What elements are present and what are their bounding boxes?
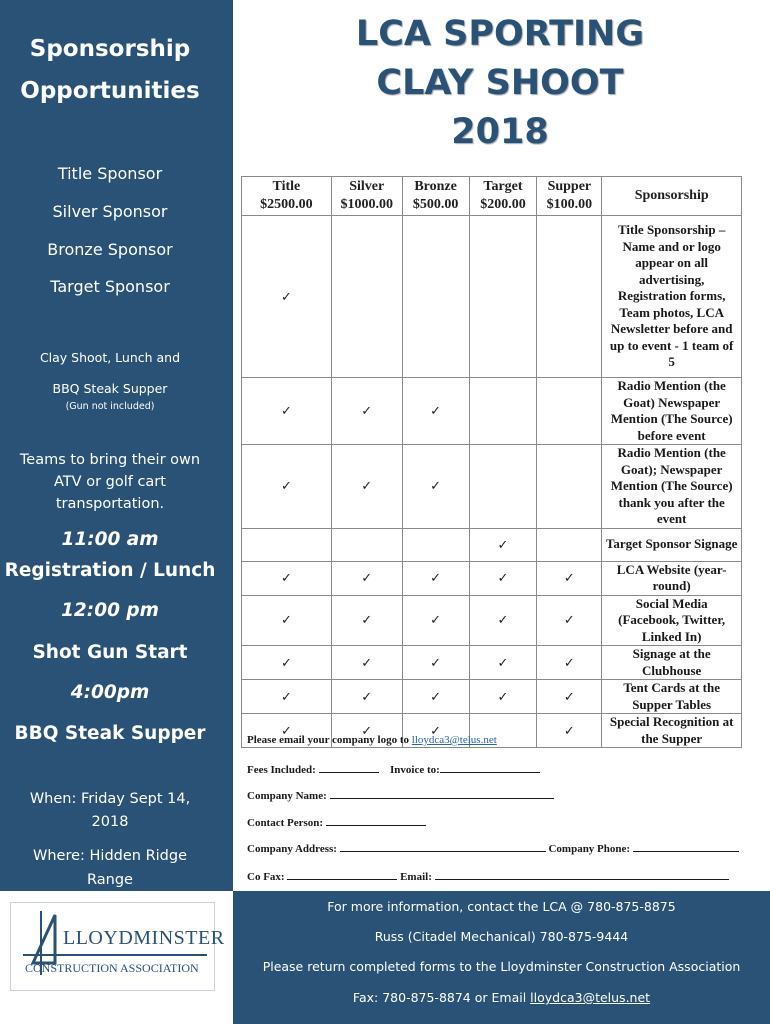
email-link[interactable]: lloydca3@telus.net: [411, 734, 497, 746]
check-cell-supper: [537, 445, 602, 529]
table-row: [242, 528, 742, 561]
teams-line2: ATV or golf cart: [54, 474, 166, 490]
fees-field[interactable]: [319, 764, 379, 773]
when-line1: When: Friday Sept 14,: [29, 791, 191, 807]
check-cell-target: [469, 680, 537, 714]
check-mark-icon: ✓: [361, 478, 373, 494]
col-header-target: Target $200.00: [469, 177, 537, 216]
form-email-field[interactable]: [435, 871, 729, 880]
check-cell-bronze: [402, 680, 469, 714]
sponsor-title-item: Title Sponsor: [57, 164, 163, 183]
logo-text-line1: LLOYDMINSTER: [63, 927, 225, 949]
check-mark-icon: ✓: [361, 612, 373, 628]
check-cell-title: [242, 378, 332, 445]
check-cell-silver: [331, 561, 402, 595]
col-header-silver: Silver $1000.00: [331, 177, 402, 216]
address-field[interactable]: [340, 843, 546, 852]
address-row: [247, 843, 739, 855]
check-mark-icon: ✓: [280, 688, 292, 704]
check-cell-supper: [537, 378, 602, 445]
footer: [233, 891, 770, 1024]
form-email-label: Email:: [400, 871, 432, 883]
check-cell-silver: [331, 528, 402, 561]
check-cell-bronze: [402, 561, 469, 595]
check-cell-supper: [537, 216, 602, 378]
table-row: [242, 646, 742, 680]
benefit-description: Radio Mention (the Goat); Newspaper Mention (The Source) thank you after the event: [602, 445, 742, 529]
check-cell-supper: [537, 595, 602, 646]
col-header-supper: Supper $100.00: [537, 177, 602, 216]
check-mark-icon: ✓: [563, 570, 575, 585]
event-title-year: 2018: [451, 112, 549, 152]
schedule-time-1: 11:00 am: [61, 529, 159, 550]
company-name-row: [247, 790, 554, 802]
when-line2: 2018: [91, 814, 129, 830]
event-title-line2: CLAY SHOOT: [376, 63, 624, 103]
check-mark-icon: ✓: [280, 478, 292, 494]
check-mark-icon: ✓: [280, 288, 292, 304]
contact-row: [247, 817, 426, 829]
sponsor-target-item: Target Sponsor: [50, 277, 170, 296]
includes-note: (Gun not included): [65, 401, 155, 412]
check-mark-icon: ✓: [430, 478, 442, 494]
company-name-field[interactable]: [330, 790, 554, 799]
check-mark-icon: ✓: [280, 722, 292, 738]
check-mark-icon: ✓: [430, 403, 442, 418]
contact-label: Contact Person:: [247, 817, 324, 829]
check-mark-icon: ✓: [497, 536, 509, 552]
benefit-description: Target Sponsor Signage: [602, 528, 742, 561]
check-mark-icon: ✓: [563, 612, 575, 628]
teams-line3: transportation.: [55, 496, 165, 512]
sponsor-bronze-item: Bronze Sponsor: [47, 240, 173, 259]
check-cell-supper: [537, 561, 602, 595]
check-cell-silver: [331, 595, 402, 646]
schedule-time-3: 4:00pm: [70, 682, 150, 703]
benefit-description: Tent Cards at the Supper Tables: [602, 680, 742, 714]
company-name-label: Company Name:: [247, 790, 327, 802]
check-mark-icon: ✓: [430, 688, 442, 704]
schedule-event-3: BBQ Steak Supper: [14, 723, 206, 744]
where-line1: Where: Hidden Ridge: [33, 848, 187, 864]
table-header-row: [242, 177, 742, 216]
includes-line2: BBQ Steak Supper: [52, 381, 168, 396]
where-line2: Range: [87, 872, 133, 888]
col-header-title: Title $2500.00: [242, 177, 332, 216]
footer-fax-text: Fax: 780-875-8874 or Email: [352, 990, 527, 1005]
check-cell-silver: [331, 216, 402, 378]
benefit-description: Social Media (Facebook, Twitter, Linked In): [602, 595, 742, 646]
benefit-description: Signage at the Clubhouse: [602, 646, 742, 680]
table-row: [242, 680, 742, 714]
address-label: Company Address:: [247, 843, 337, 855]
check-cell-title: [242, 595, 332, 646]
check-mark-icon: ✓: [280, 570, 292, 585]
check-cell-target: [469, 646, 537, 680]
fax-field[interactable]: [287, 871, 397, 880]
table-row: [242, 595, 742, 646]
fax-row: [247, 871, 729, 883]
benefit-description: Special Recognition at the Supper: [602, 714, 742, 748]
table-row: [242, 561, 742, 595]
check-cell-silver: [331, 680, 402, 714]
check-cell-supper: [537, 646, 602, 680]
check-cell-supper: [537, 680, 602, 714]
check-cell-title: [242, 528, 332, 561]
phone-field[interactable]: [633, 843, 739, 852]
sponsor-silver-item: Silver Sponsor: [52, 202, 168, 221]
check-cell-supper: [537, 528, 602, 561]
table-body: [242, 216, 742, 748]
check-cell-bronze: [402, 595, 469, 646]
footer-line1: For more information, contact the LCA @ 780-875-8875: [327, 899, 676, 914]
check-cell-target: [469, 561, 537, 595]
check-cell-bronze: [402, 646, 469, 680]
col-header-sponsorship: Sponsorship: [602, 177, 742, 216]
sidebar: [0, 0, 233, 891]
invoice-field[interactable]: [440, 764, 540, 773]
check-cell-bronze: [402, 378, 469, 445]
fax-label: Co Fax:: [247, 871, 285, 883]
check-cell-silver: [331, 378, 402, 445]
check-mark-icon: ✓: [430, 722, 442, 738]
phone-label: Company Phone:: [548, 843, 631, 855]
event-title-line1: LCA SPORTING: [355, 14, 645, 54]
footer-email-link[interactable]: lloydca3@telus.net: [530, 990, 651, 1005]
lca-logo: [10, 902, 225, 991]
fees-row: [247, 764, 540, 776]
check-cell-bronze: [402, 216, 469, 378]
check-mark-icon: ✓: [361, 654, 373, 670]
logo-text-line2: CONSTRUCTION ASSOCIATION: [25, 961, 199, 975]
check-mark-icon: ✓: [280, 654, 292, 670]
footer-line3: Please return completed forms to the Lloydminster Construction Association: [262, 959, 741, 974]
check-mark-icon: ✓: [563, 688, 575, 704]
check-mark-icon: ✓: [280, 403, 292, 418]
schedule-time-2: 12:00 pm: [61, 600, 159, 621]
benefit-description: Radio Mention (the Goat) Newspaper Mention (The Source) before event: [602, 378, 742, 445]
check-cell-target: [469, 216, 537, 378]
check-mark-icon: ✓: [361, 403, 373, 418]
footer-line2: Russ (Citadel Mechanical) 780-875-9444: [374, 929, 629, 944]
check-mark-icon: ✓: [497, 570, 509, 585]
check-mark-icon: ✓: [280, 612, 292, 628]
table-row: [242, 445, 742, 529]
invoice-label: Invoice to:: [390, 764, 440, 776]
check-mark-icon: ✓: [361, 722, 373, 738]
check-cell-bronze: [402, 528, 469, 561]
check-cell-title: [242, 646, 332, 680]
check-mark-icon: ✓: [361, 570, 373, 585]
footer-line4: [233, 990, 770, 1005]
check-cell-supper: [537, 714, 602, 748]
benefit-description: Title Sponsorship – Name and or logo appear on all advertising, Registration forms, Team photos, LCA Newsletter before and up to event - 1 team of 5: [602, 216, 742, 378]
contact-field[interactable]: [326, 817, 426, 826]
table-row: [242, 216, 742, 378]
check-cell-silver: [331, 646, 402, 680]
check-cell-target: [469, 445, 537, 529]
check-mark-icon: ✓: [497, 688, 509, 704]
check-mark-icon: ✓: [430, 612, 442, 628]
includes-line1: Clay Shoot, Lunch and: [39, 350, 181, 365]
check-mark-icon: ✓: [430, 570, 442, 585]
col-header-bronze: Bronze $500.00: [402, 177, 469, 216]
benefit-description: LCA Website (year-round): [602, 561, 742, 595]
sidebar-heading-line1: Sponsorship: [29, 36, 191, 62]
check-mark-icon: ✓: [497, 612, 509, 628]
table-row: [242, 378, 742, 445]
check-cell-target: [469, 528, 537, 561]
check-mark-icon: ✓: [563, 722, 575, 738]
email-prompt: [247, 734, 497, 746]
schedule-event-2: Shot Gun Start: [32, 642, 188, 663]
check-cell-title: [242, 216, 332, 378]
check-cell-target: [469, 595, 537, 646]
check-mark-icon: ✓: [497, 654, 509, 670]
email-prompt-text: Please email your company logo to: [247, 734, 410, 746]
check-cell-silver: [331, 445, 402, 529]
check-cell-title: [242, 680, 332, 714]
check-cell-title: [242, 445, 332, 529]
check-cell-bronze: [402, 445, 469, 529]
schedule-event-1: Registration / Lunch: [4, 560, 216, 581]
check-cell-target: [469, 378, 537, 445]
sidebar-heading-line2: Opportunities: [20, 78, 200, 104]
fees-label: Fees Included:: [247, 764, 316, 776]
sponsorship-table: [241, 176, 742, 748]
teams-line1: Teams to bring their own: [19, 452, 201, 468]
check-mark-icon: ✓: [430, 654, 442, 670]
check-mark-icon: ✓: [361, 688, 373, 704]
check-cell-title: [242, 561, 332, 595]
check-mark-icon: ✓: [563, 654, 575, 670]
event-title: [355, 10, 645, 157]
